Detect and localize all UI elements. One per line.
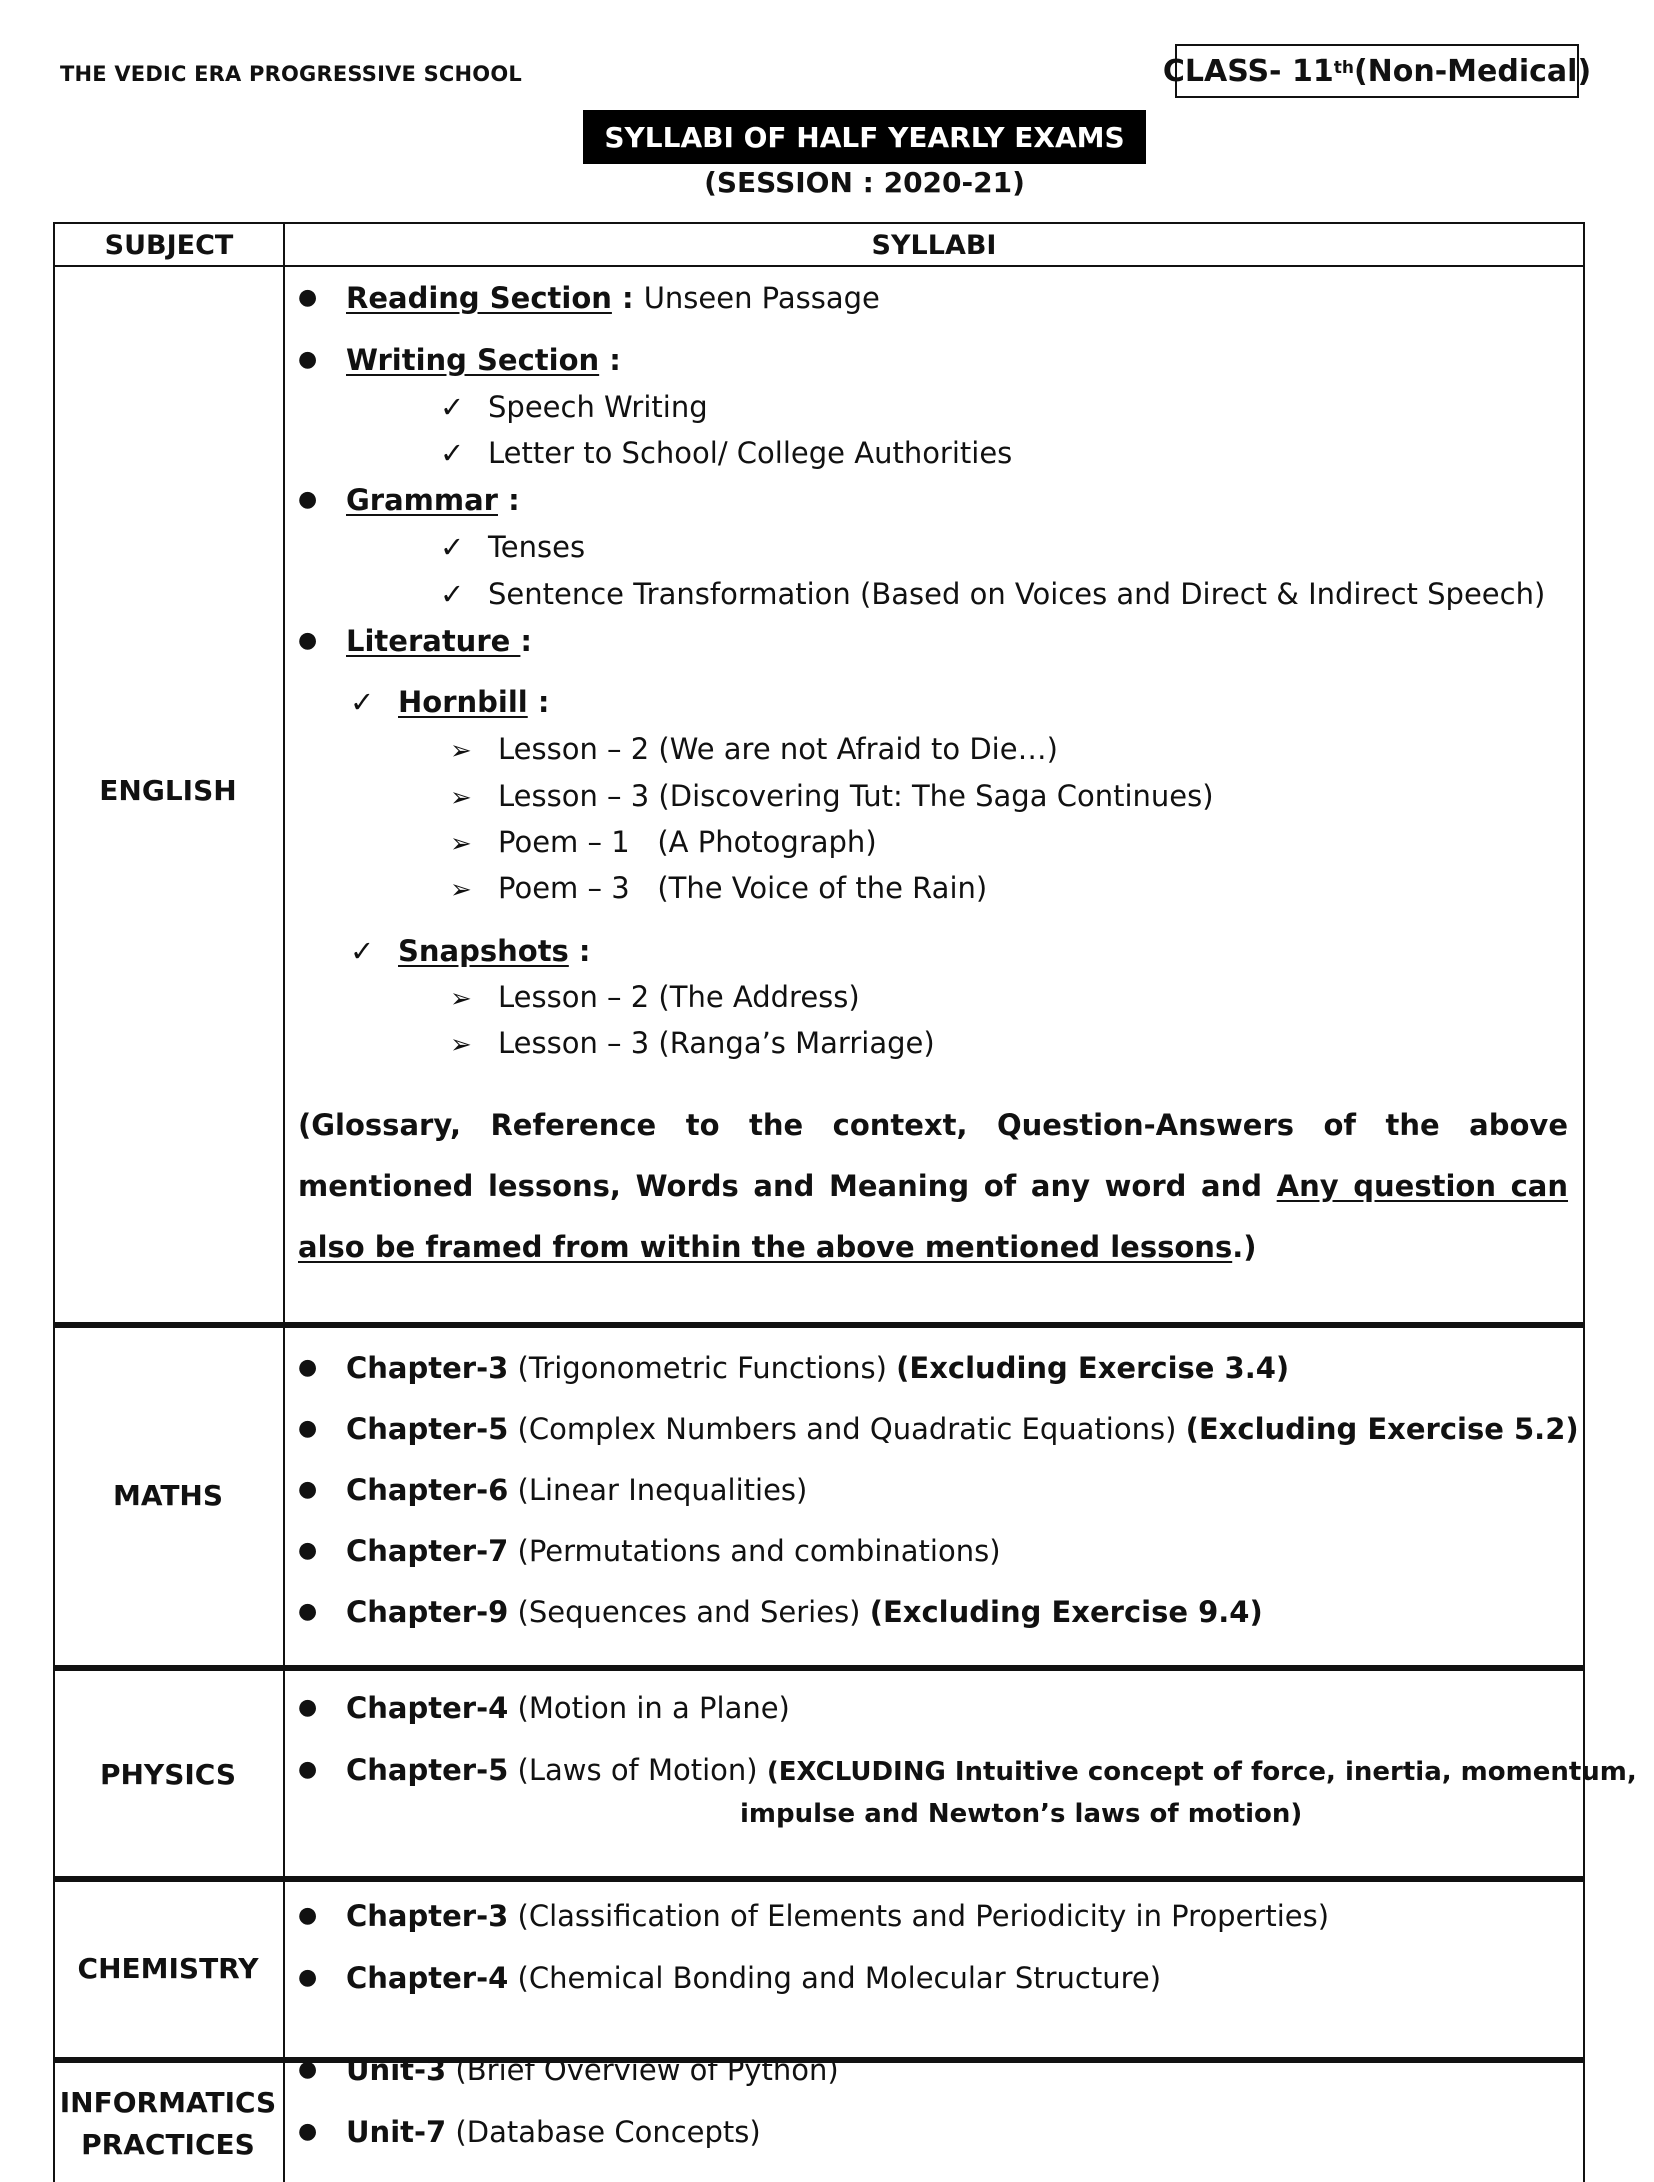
subject-ip-line2: PRACTICES: [81, 2128, 255, 2161]
hornbill-item: [350, 684, 549, 720]
chapter-number: Chapter-3: [346, 1899, 509, 1933]
check-icon: ✓: [350, 934, 375, 968]
colon: :: [527, 685, 550, 719]
subject-informatics-practices: [55, 2082, 281, 2166]
document-title: SYLLABI OF HALF YEARLY EXAMS: [583, 110, 1146, 164]
hornbill-lesson: [450, 778, 1214, 816]
check-icon: ✓: [440, 436, 465, 470]
physics-chapter: [298, 1752, 1637, 1790]
ip-unit: [298, 2052, 839, 2088]
english-note-plain: (Glossary, Reference to the context, Question-Answers of the above mentioned lessons, Words and Meaning of any word and: [298, 1108, 1568, 1203]
unit-title: (Brief Overview of Python): [446, 2053, 839, 2087]
subject-header: SUBJECT: [104, 230, 234, 261]
reading-label: Reading Section: [346, 281, 612, 315]
chapter-number: Chapter-7: [346, 1534, 509, 1568]
chapter-title: (Trigonometric Functions): [508, 1351, 897, 1385]
class-label: CLASS- 11: [1162, 53, 1334, 89]
writing-subitem-text: Speech Writing: [488, 390, 708, 424]
grammar-subitem: [440, 576, 1545, 612]
chapter-number: Chapter-4: [346, 1961, 509, 1995]
subject-physics: PHYSICS: [99, 1758, 237, 1791]
bullet-icon: ●: [298, 285, 318, 310]
physics-chapter: [298, 1690, 790, 1726]
chapter-number: Chapter-5: [346, 1753, 509, 1787]
bullet-icon: ●: [298, 1355, 318, 1380]
chapter-title: (Motion in a Plane): [508, 1691, 790, 1725]
unit-number: Unit-3: [346, 2053, 447, 2087]
chapter-number: Chapter-9: [346, 1595, 509, 1629]
subject-chemistry: CHEMISTRY: [77, 1952, 259, 1985]
grammar-subitem-text: Tenses: [488, 530, 586, 564]
chapter-title: (Sequences and Series): [508, 1595, 870, 1629]
chemistry-chapter: [298, 1898, 1329, 1934]
arrow-bullet-icon: ➢: [450, 984, 472, 1014]
table-left-border: [53, 222, 55, 2182]
class-stream: (Non-Medical): [1353, 53, 1592, 89]
english-note-end: .): [1232, 1230, 1257, 1264]
bullet-icon: ●: [298, 2119, 318, 2144]
grammar-label: Grammar: [346, 483, 498, 517]
snapshots-lesson: [450, 1025, 935, 1063]
hornbill-lesson-text: Lesson – 3 (Discovering Tut: The Saga Continues): [498, 779, 1214, 813]
english-literature-item: [298, 623, 532, 659]
bullet-icon: ●: [298, 1416, 318, 1441]
hornbill-lesson: [450, 824, 877, 862]
check-icon: ✓: [440, 530, 465, 564]
english-writing-item: [298, 342, 621, 378]
arrow-bullet-icon: ➢: [450, 736, 472, 766]
english-reading-item: [298, 280, 880, 316]
subject-ip-line1: INFORMATICS: [59, 2086, 277, 2119]
snapshots-item: [350, 933, 591, 969]
syllabi-header: SYLLABI: [871, 230, 997, 261]
arrow-bullet-icon: ➢: [450, 829, 472, 859]
chapter-note: (Excluding Exercise 5.2): [1185, 1412, 1579, 1446]
hornbill-lesson: [450, 870, 987, 908]
subject-maths: MATHS: [112, 1479, 224, 1512]
chapter-number: Chapter-5: [346, 1412, 509, 1446]
writing-subitem: [440, 389, 708, 425]
snapshots-lesson: [450, 979, 860, 1017]
check-icon: ✓: [440, 390, 465, 424]
bullet-icon: ●: [298, 1757, 318, 1782]
arrow-bullet-icon: ➢: [450, 783, 472, 813]
chapter-note: (Excluding Exercise 3.4): [896, 1351, 1290, 1385]
grammar-subitem: [440, 529, 585, 565]
maths-chapter: [298, 1411, 1579, 1447]
writing-subitem-text: Letter to School/ College Authorities: [488, 436, 1013, 470]
arrow-bullet-icon: ➢: [450, 1030, 472, 1060]
table-right-border: [1583, 222, 1585, 2182]
grammar-subitem-text: Sentence Transformation (Based on Voices and Direct & Indirect Speech): [488, 577, 1546, 611]
chapter-note: (EXCLUDING Intuitive concept of force, inertia, momentum,: [766, 1757, 1637, 1787]
subject-english: ENGLISH: [99, 774, 237, 807]
chapter-note: (Excluding Exercise 9.4): [869, 1595, 1263, 1629]
chapter-number: Chapter-4: [346, 1691, 509, 1725]
bullet-icon: ●: [298, 1695, 318, 1720]
english-note-underlined: Any question can also be framed from within the above mentioned lessons: [298, 1169, 1569, 1264]
hornbill-lesson: [450, 731, 1058, 769]
bullet-icon: ●: [298, 1477, 318, 1502]
chapter-number: Chapter-3: [346, 1351, 509, 1385]
arrow-bullet-icon: ➢: [450, 875, 472, 905]
bullet-icon: ●: [298, 1538, 318, 1563]
snapshots-lesson-text: Lesson – 3 (Ranga’s Marriage): [498, 1026, 935, 1060]
chapter-title: (Laws of Motion): [508, 1753, 767, 1787]
class-superscript: th: [1333, 58, 1354, 78]
chapter-title: (Complex Numbers and Quadratic Equations): [508, 1412, 1186, 1446]
chapter-title: (Classification of Elements and Periodicity in Properties): [508, 1899, 1330, 1933]
unit-title: (Database Concepts): [446, 2115, 761, 2149]
check-icon: ✓: [440, 577, 465, 611]
colon: :: [497, 483, 520, 517]
colon: :: [611, 281, 644, 315]
reading-value: Unseen Passage: [643, 281, 880, 315]
hornbill-lesson-text: Poem – 1 (A Photograph): [498, 825, 877, 859]
unit-number: Unit-7: [346, 2115, 447, 2149]
chapter-number: Chapter-6: [346, 1473, 509, 1507]
bullet-icon: ●: [298, 628, 318, 653]
bullet-icon: ●: [298, 1965, 318, 1990]
maths-chapter: [298, 1594, 1263, 1630]
chapter-title: (Permutations and combinations): [508, 1534, 1001, 1568]
bullet-icon: ●: [298, 1903, 318, 1928]
chemistry-chapter: [298, 1960, 1161, 1996]
writing-subitem: [440, 435, 1012, 471]
school-name: THE VEDIC ERA PROGRESSIVE SCHOOL: [60, 62, 522, 86]
literature-label: Literature: [346, 624, 521, 658]
english-note: [298, 1095, 1568, 1278]
chapter-title: (Linear Inequalities): [508, 1473, 808, 1507]
class-box: [1162, 44, 1592, 98]
english-grammar-item: [298, 482, 520, 518]
bullet-icon: ●: [298, 2057, 318, 2082]
maths-chapter: [298, 1533, 1001, 1569]
chapter-title: (Chemical Bonding and Molecular Structure): [508, 1961, 1162, 1995]
column-divider: [283, 222, 285, 2182]
colon: :: [568, 934, 591, 968]
bullet-icon: ●: [298, 1599, 318, 1624]
physics-note-continued: impulse and Newton’s laws of motion): [740, 1799, 1303, 1829]
writing-label: Writing Section: [346, 343, 600, 377]
hornbill-lesson-text: Poem – 3 (The Voice of the Rain): [498, 871, 988, 905]
hornbill-label: Hornbill: [398, 685, 528, 719]
snapshots-label: Snapshots: [398, 934, 569, 968]
snapshots-lesson-text: Lesson – 2 (The Address): [498, 980, 860, 1014]
session-label: (SESSION : 2020-21): [704, 166, 1025, 199]
hornbill-lesson-text: Lesson – 2 (We are not Afraid to Die…): [498, 732, 1058, 766]
colon: :: [599, 343, 621, 377]
bullet-icon: ●: [298, 487, 318, 512]
bullet-icon: ●: [298, 347, 318, 372]
maths-chapter: [298, 1472, 807, 1508]
colon: :: [520, 624, 533, 658]
check-icon: ✓: [350, 685, 375, 719]
maths-chapter: [298, 1350, 1289, 1386]
ip-unit: [298, 2114, 761, 2150]
